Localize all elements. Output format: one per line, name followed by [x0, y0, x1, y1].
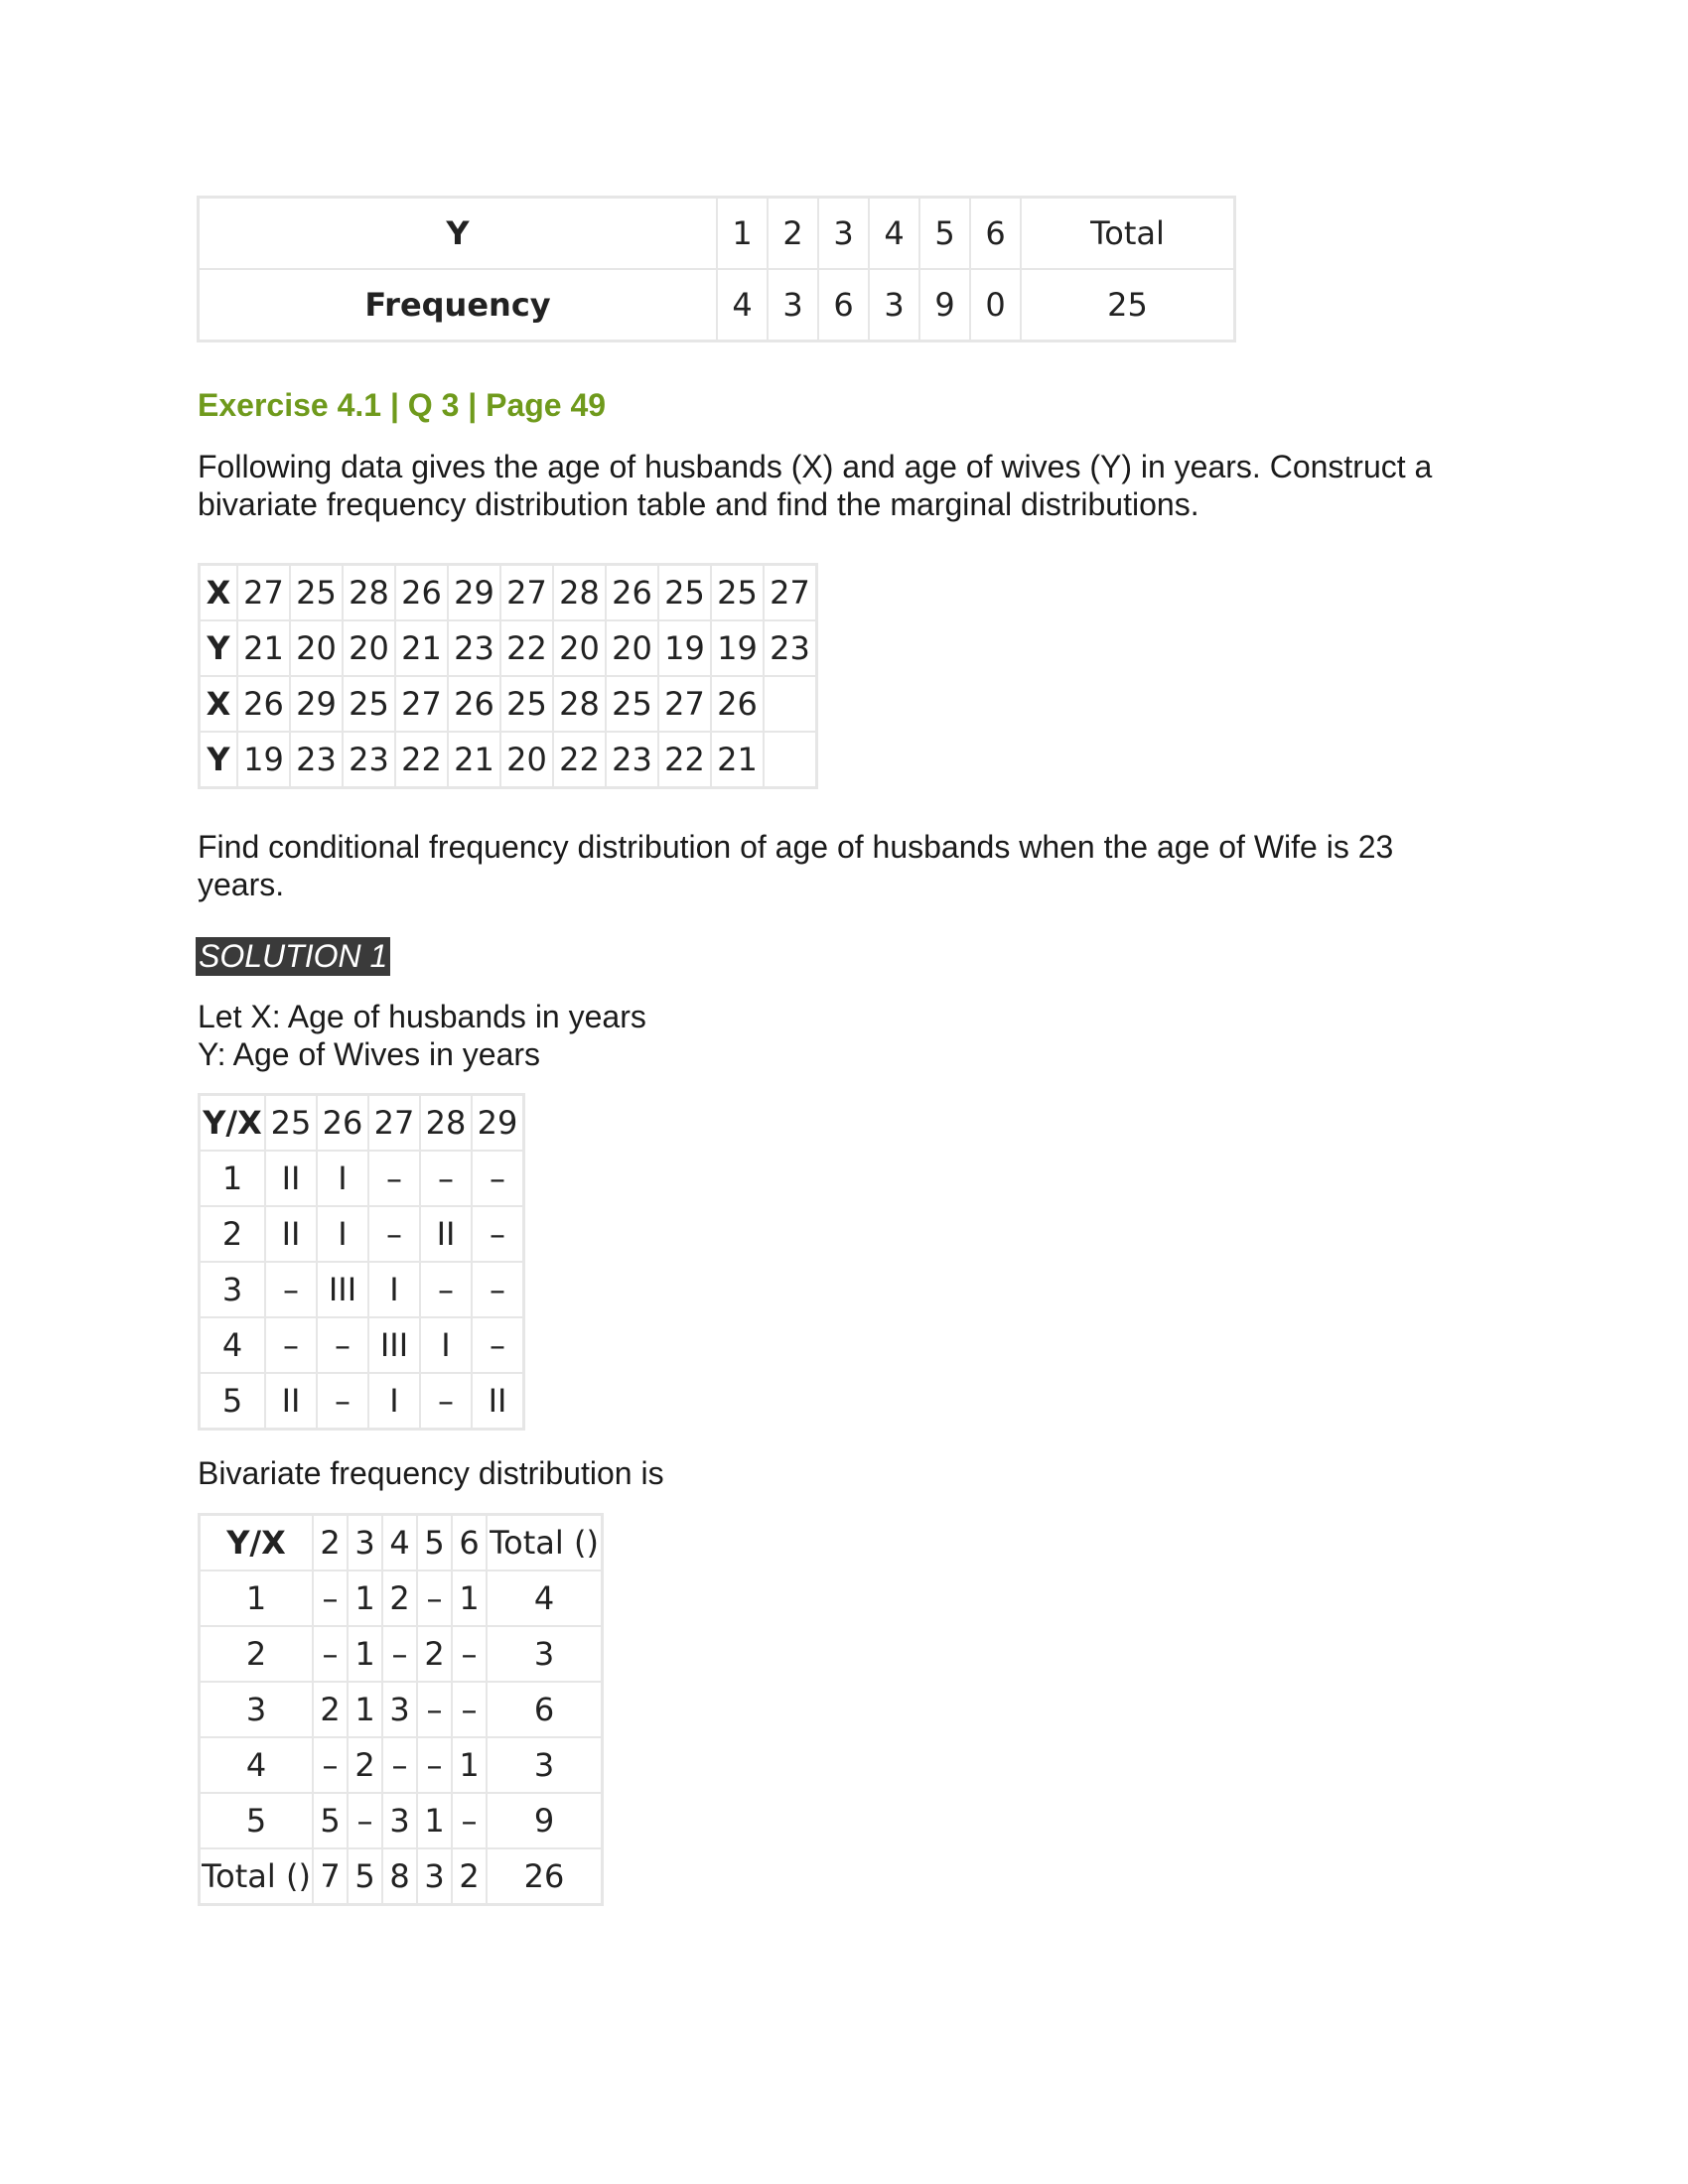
table-cell: I [421, 1318, 473, 1374]
table-total-row [201, 1849, 601, 1903]
table-row [201, 1374, 522, 1428]
table-cell: I [369, 1263, 421, 1318]
table-cell: 27 [238, 566, 291, 621]
table-cell: 27 [396, 677, 449, 733]
table-row [201, 1571, 601, 1627]
table-cell: – [418, 1738, 453, 1794]
table-cell: 19 [238, 733, 291, 786]
table-cell: 28 [554, 677, 607, 733]
table-cell: 1 [349, 1683, 383, 1738]
table-cell: 1 [718, 199, 769, 270]
table-header-cell: 2 [314, 1516, 349, 1571]
table-row [200, 270, 1233, 340]
table-cell: 22 [501, 621, 554, 677]
table-cell: – [314, 1627, 349, 1683]
table-cell: – [318, 1374, 369, 1428]
table-cell: 2 [453, 1849, 488, 1903]
table-header-cell: 29 [473, 1096, 522, 1152]
table-cell: 19 [659, 621, 712, 677]
table-cell: 3 [819, 199, 870, 270]
table-cell: 28 [554, 566, 607, 621]
row-label: Y [201, 621, 238, 677]
bivariate-table [198, 1513, 604, 1906]
table-cell: 26 [449, 677, 501, 733]
table-cell: 5 [920, 199, 971, 270]
table-cell: – [266, 1263, 318, 1318]
table-cell: 21 [396, 621, 449, 677]
table-cell: 3 [488, 1627, 601, 1683]
table-cell: – [418, 1683, 453, 1738]
table-row [201, 1794, 601, 1849]
table-cell: – [421, 1374, 473, 1428]
table-cell: I [369, 1374, 421, 1428]
table-cell: – [349, 1794, 383, 1849]
table-cell: 25 [659, 566, 712, 621]
table-cell [765, 677, 815, 733]
row-label: 1 [201, 1152, 266, 1207]
table-header-cell: 5 [418, 1516, 453, 1571]
tally-table-block [198, 1093, 525, 1431]
table-cell: 22 [659, 733, 712, 786]
table-cell: 26 [523, 1857, 565, 1895]
table-cell: 6 [971, 199, 1022, 270]
table-header-row [201, 1516, 601, 1571]
table-cell: 21 [238, 621, 291, 677]
table-cell: – [421, 1152, 473, 1207]
table-cell: – [453, 1627, 488, 1683]
table-header-cell: Y/X [201, 1096, 266, 1152]
table-cell: 6 [488, 1683, 601, 1738]
table-cell: 2 [769, 199, 819, 270]
table-header-cell: 25 [266, 1096, 318, 1152]
table-cell: 1 [418, 1794, 453, 1849]
table-cell: 4 [488, 1571, 601, 1627]
table-cell: 26 [238, 677, 291, 733]
table-row [201, 566, 815, 621]
table-cell: 1 [349, 1571, 383, 1627]
table-cell: 3 [383, 1794, 418, 1849]
table-cell: 23 [449, 621, 501, 677]
table-cell: 20 [554, 621, 607, 677]
row-label: X [201, 677, 238, 733]
table-row [201, 1627, 601, 1683]
table-cell: II [266, 1207, 318, 1263]
table-cell: – [266, 1318, 318, 1374]
variable-definitions [198, 998, 646, 1073]
question-text: Following data gives the age of husbands (X) and age of wives (Y) in years. Construct a bivariate frequency distribution table and find the marginal distributions. [198, 449, 1433, 522]
table-cell: – [473, 1263, 522, 1318]
table-row [201, 677, 815, 733]
table-cell: 21 [449, 733, 501, 786]
table-header-cell: Frequency [200, 270, 718, 340]
table-cell: 29 [449, 566, 501, 621]
find-text: Find conditional frequency distribution of age of husbands when the age of Wife is 23 years. [198, 829, 1394, 902]
table-cell: I [318, 1152, 369, 1207]
table-cell [765, 733, 815, 786]
table-cell: 20 [344, 621, 396, 677]
table-cell: 25 [712, 566, 765, 621]
table-row [201, 1318, 522, 1374]
row-label: 2 [201, 1207, 266, 1263]
table-row [201, 1683, 601, 1738]
table-cell: 25 [501, 677, 554, 733]
table-cell: 3 [418, 1849, 453, 1903]
table-cell: 26 [712, 677, 765, 733]
table-cell: 0 [971, 270, 1022, 340]
bivariate-text: Bivariate frequency distribution is [198, 1455, 664, 1491]
table-cell: – [383, 1738, 418, 1794]
table-header-cell: 6 [453, 1516, 488, 1571]
table-cell: 8 [383, 1849, 418, 1903]
table-row [200, 199, 1233, 270]
table-cell: 1 [453, 1571, 488, 1627]
table-cell: – [473, 1207, 522, 1263]
table-row [201, 1207, 522, 1263]
table-cell: – [418, 1571, 453, 1627]
table-header-row [201, 1096, 522, 1152]
table-cell: 22 [396, 733, 449, 786]
row-label: 5 [201, 1794, 314, 1849]
table-cell: I [318, 1207, 369, 1263]
bivariate-table-block [198, 1513, 604, 1906]
table-row [201, 733, 815, 786]
table-cell: 19 [712, 621, 765, 677]
table-cell: – [369, 1207, 421, 1263]
table-cell: 23 [291, 733, 344, 786]
data-table [198, 563, 818, 789]
table-cell: 3 [870, 270, 920, 340]
row-label: Total () [201, 1849, 314, 1903]
table-cell: 20 [607, 621, 659, 677]
table-cell: III [318, 1263, 369, 1318]
table-cell: 3 [383, 1683, 418, 1738]
table-cell: 2 [349, 1738, 383, 1794]
let-line-x: Let X: Age of husbands in years [198, 999, 646, 1034]
row-label: 3 [201, 1263, 266, 1318]
table-cell: 23 [765, 621, 815, 677]
table-cell: 7 [314, 1849, 349, 1903]
table-cell: 3 [769, 270, 819, 340]
table-cell: 28 [344, 566, 396, 621]
table-cell: 6 [819, 270, 870, 340]
table-cell: 22 [554, 733, 607, 786]
exercise-heading: Exercise 4.1 | Q 3 | Page 49 [198, 387, 607, 423]
table-cell: 20 [291, 621, 344, 677]
frequency-table [197, 196, 1236, 342]
table-cell: 23 [344, 733, 396, 786]
table-cell: 2 [418, 1627, 453, 1683]
table-cell: 25 [1107, 286, 1148, 324]
table-row [201, 621, 815, 677]
solution-badge-wrap [196, 937, 390, 976]
table-cell: – [383, 1627, 418, 1683]
table-cell: 1 [349, 1627, 383, 1683]
let-line-y: Y: Age of Wives in years [198, 1036, 541, 1072]
solution-badge: SOLUTION 1 [196, 937, 390, 976]
frequency-table-block [197, 196, 1236, 342]
table-cell: II [488, 1382, 507, 1420]
table-cell: 9 [488, 1794, 601, 1849]
table-cell: 4 [870, 199, 920, 270]
row-label: 3 [201, 1683, 314, 1738]
table-cell: 2 [383, 1571, 418, 1627]
table-cell: 2 [314, 1683, 349, 1738]
table-header-cell: 27 [369, 1096, 421, 1152]
row-label: 4 [201, 1738, 314, 1794]
table-cell: 9 [920, 270, 971, 340]
table-header-cell: 26 [318, 1096, 369, 1152]
table-cell: – [453, 1794, 488, 1849]
table-cell: II [421, 1207, 473, 1263]
table-cell: 5 [349, 1849, 383, 1903]
table-cell: 23 [607, 733, 659, 786]
row-label: X [201, 566, 238, 621]
table-row [201, 1263, 522, 1318]
table-cell: 29 [291, 677, 344, 733]
table-cell: 25 [344, 677, 396, 733]
data-table-block [198, 563, 818, 789]
table-cell: 5 [314, 1794, 349, 1849]
table-cell: 27 [765, 566, 815, 621]
tally-table [198, 1093, 525, 1431]
table-header-cell: 28 [421, 1096, 473, 1152]
table-cell: 1 [453, 1738, 488, 1794]
table-cell: – [318, 1318, 369, 1374]
table-cell: II [266, 1374, 318, 1428]
table-cell: – [473, 1318, 522, 1374]
table-cell: 21 [712, 733, 765, 786]
table-cell: 26 [396, 566, 449, 621]
table-cell: – [421, 1263, 473, 1318]
row-label: 4 [201, 1318, 266, 1374]
table-cell: 27 [659, 677, 712, 733]
table-cell: – [314, 1571, 349, 1627]
table-cell: 25 [291, 566, 344, 621]
row-label: 1 [201, 1571, 314, 1627]
table-header-cell: Y/X [201, 1516, 314, 1571]
table-cell: II [266, 1152, 318, 1207]
table-row [201, 1152, 522, 1207]
table-header-cell: 4 [383, 1516, 418, 1571]
table-cell: III [369, 1318, 421, 1374]
table-row [201, 1738, 601, 1794]
table-cell: 26 [607, 566, 659, 621]
table-cell: 25 [607, 677, 659, 733]
table-cell: – [453, 1683, 488, 1738]
table-header-cell: 3 [349, 1516, 383, 1571]
table-cell: – [473, 1152, 522, 1207]
table-header-cell: Y [200, 199, 718, 270]
table-cell: 27 [501, 566, 554, 621]
row-label: 5 [201, 1374, 266, 1428]
table-cell: Total [1022, 199, 1233, 270]
table-header-cell: Total () [488, 1516, 601, 1571]
table-cell: 3 [488, 1738, 601, 1794]
row-label: Y [201, 733, 238, 786]
table-cell: 4 [718, 270, 769, 340]
table-cell: – [314, 1738, 349, 1794]
row-label: 2 [201, 1627, 314, 1683]
table-cell: 20 [501, 733, 554, 786]
table-cell: – [369, 1152, 421, 1207]
